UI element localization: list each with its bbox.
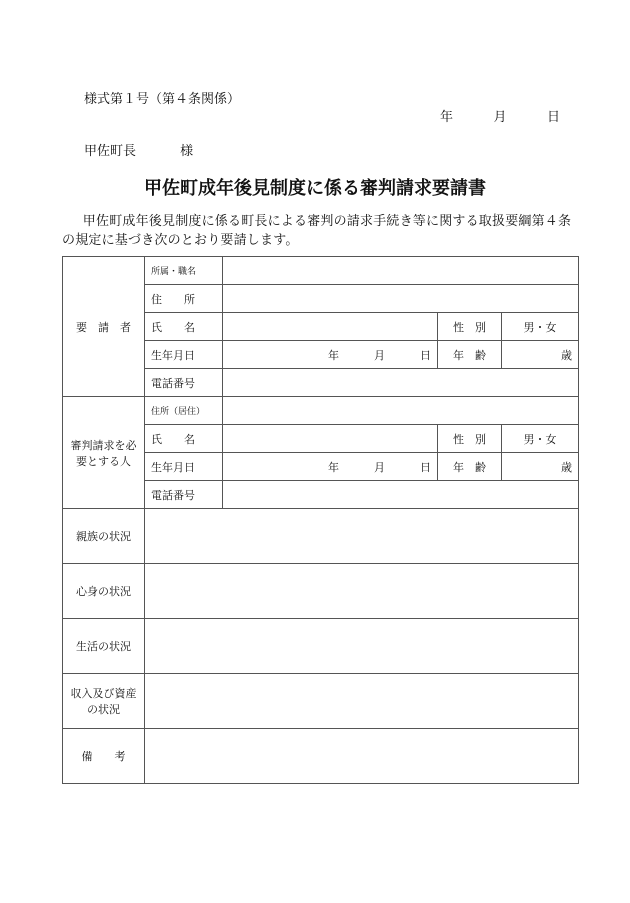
subject-birth-year: 年 xyxy=(328,460,339,474)
addressee-name: 甲佐町長 xyxy=(84,144,137,159)
subject-birth-label: 生年月日 xyxy=(145,453,223,481)
remarks-field[interactable] xyxy=(145,729,579,784)
subject-address-label: 住所（居住） xyxy=(145,397,223,425)
subject-phone-field[interactable] xyxy=(223,481,579,509)
remarks-label: 備 考 xyxy=(63,729,145,784)
requester-name-field[interactable] xyxy=(223,313,438,341)
subject-name-field[interactable] xyxy=(223,425,438,453)
subject-age-label: 年 齢 xyxy=(438,453,502,481)
requester-phone-label: 電話番号 xyxy=(145,369,223,397)
income-assets-field[interactable] xyxy=(145,674,579,729)
form-number: 様式第１号（第４条関係） xyxy=(84,92,241,107)
subject-phone-label: 電話番号 xyxy=(145,481,223,509)
subject-address-field[interactable] xyxy=(223,397,579,425)
requester-birth-field[interactable] xyxy=(223,341,438,369)
requester-affiliation-field[interactable] xyxy=(223,257,579,285)
subject-age-field[interactable]: 歳 xyxy=(502,453,579,481)
subject-birth-field[interactable] xyxy=(223,453,438,481)
date-year-label: 年 xyxy=(440,110,454,125)
requester-birth-year: 年 xyxy=(328,348,339,362)
mental-physical-label: 心身の状況 xyxy=(63,564,145,619)
requester-birth-day: 日 xyxy=(420,348,431,362)
requester-affiliation-label: 所属・職名 xyxy=(145,257,223,285)
document-title: 甲佐町成年後見制度に係る審判請求要請書 xyxy=(144,178,486,199)
subject-gender-field[interactable]: 男・女 xyxy=(502,425,579,453)
requester-gender-field[interactable]: 男・女 xyxy=(502,313,579,341)
income-assets-label: 収入及び資産の状況 xyxy=(63,674,145,729)
date-line xyxy=(440,106,560,125)
subject-name-label: 氏 名 xyxy=(145,425,223,453)
requester-birth-label: 生年月日 xyxy=(145,341,223,369)
requester-age-label: 年 齢 xyxy=(438,341,502,369)
subject-birth-month: 月 xyxy=(374,460,385,474)
requester-address-label: 住 所 xyxy=(145,285,223,313)
requester-birth-month: 月 xyxy=(374,348,385,362)
subject-section-label: 審判請求を必要とする人 xyxy=(63,397,145,509)
intro-text: 甲佐町成年後見制度に係る町長による審判の請求手続き等に関する取扱要綱第４条の規定に基づき次のとおり要請します。 xyxy=(62,214,572,248)
requester-age-field[interactable]: 歳 xyxy=(502,341,579,369)
requester-phone-field[interactable] xyxy=(223,369,579,397)
addressee-honorific: 様 xyxy=(180,144,194,159)
date-month-label: 月 xyxy=(493,110,507,125)
relatives-field[interactable] xyxy=(145,509,579,564)
relatives-label: 親族の状況 xyxy=(63,509,145,564)
living-label: 生活の状況 xyxy=(63,619,145,674)
requester-address-field[interactable] xyxy=(223,285,579,313)
subject-gender-label: 性 別 xyxy=(438,425,502,453)
requester-section-label: 要 請 者 xyxy=(63,257,145,397)
requester-name-label: 氏 名 xyxy=(145,313,223,341)
addressee xyxy=(84,140,193,159)
requester-gender-label: 性 別 xyxy=(438,313,502,341)
subject-birth-day: 日 xyxy=(420,460,431,474)
request-form-table xyxy=(62,256,579,784)
living-field[interactable] xyxy=(145,619,579,674)
date-day-label: 日 xyxy=(546,110,560,125)
mental-physical-field[interactable] xyxy=(145,564,579,619)
